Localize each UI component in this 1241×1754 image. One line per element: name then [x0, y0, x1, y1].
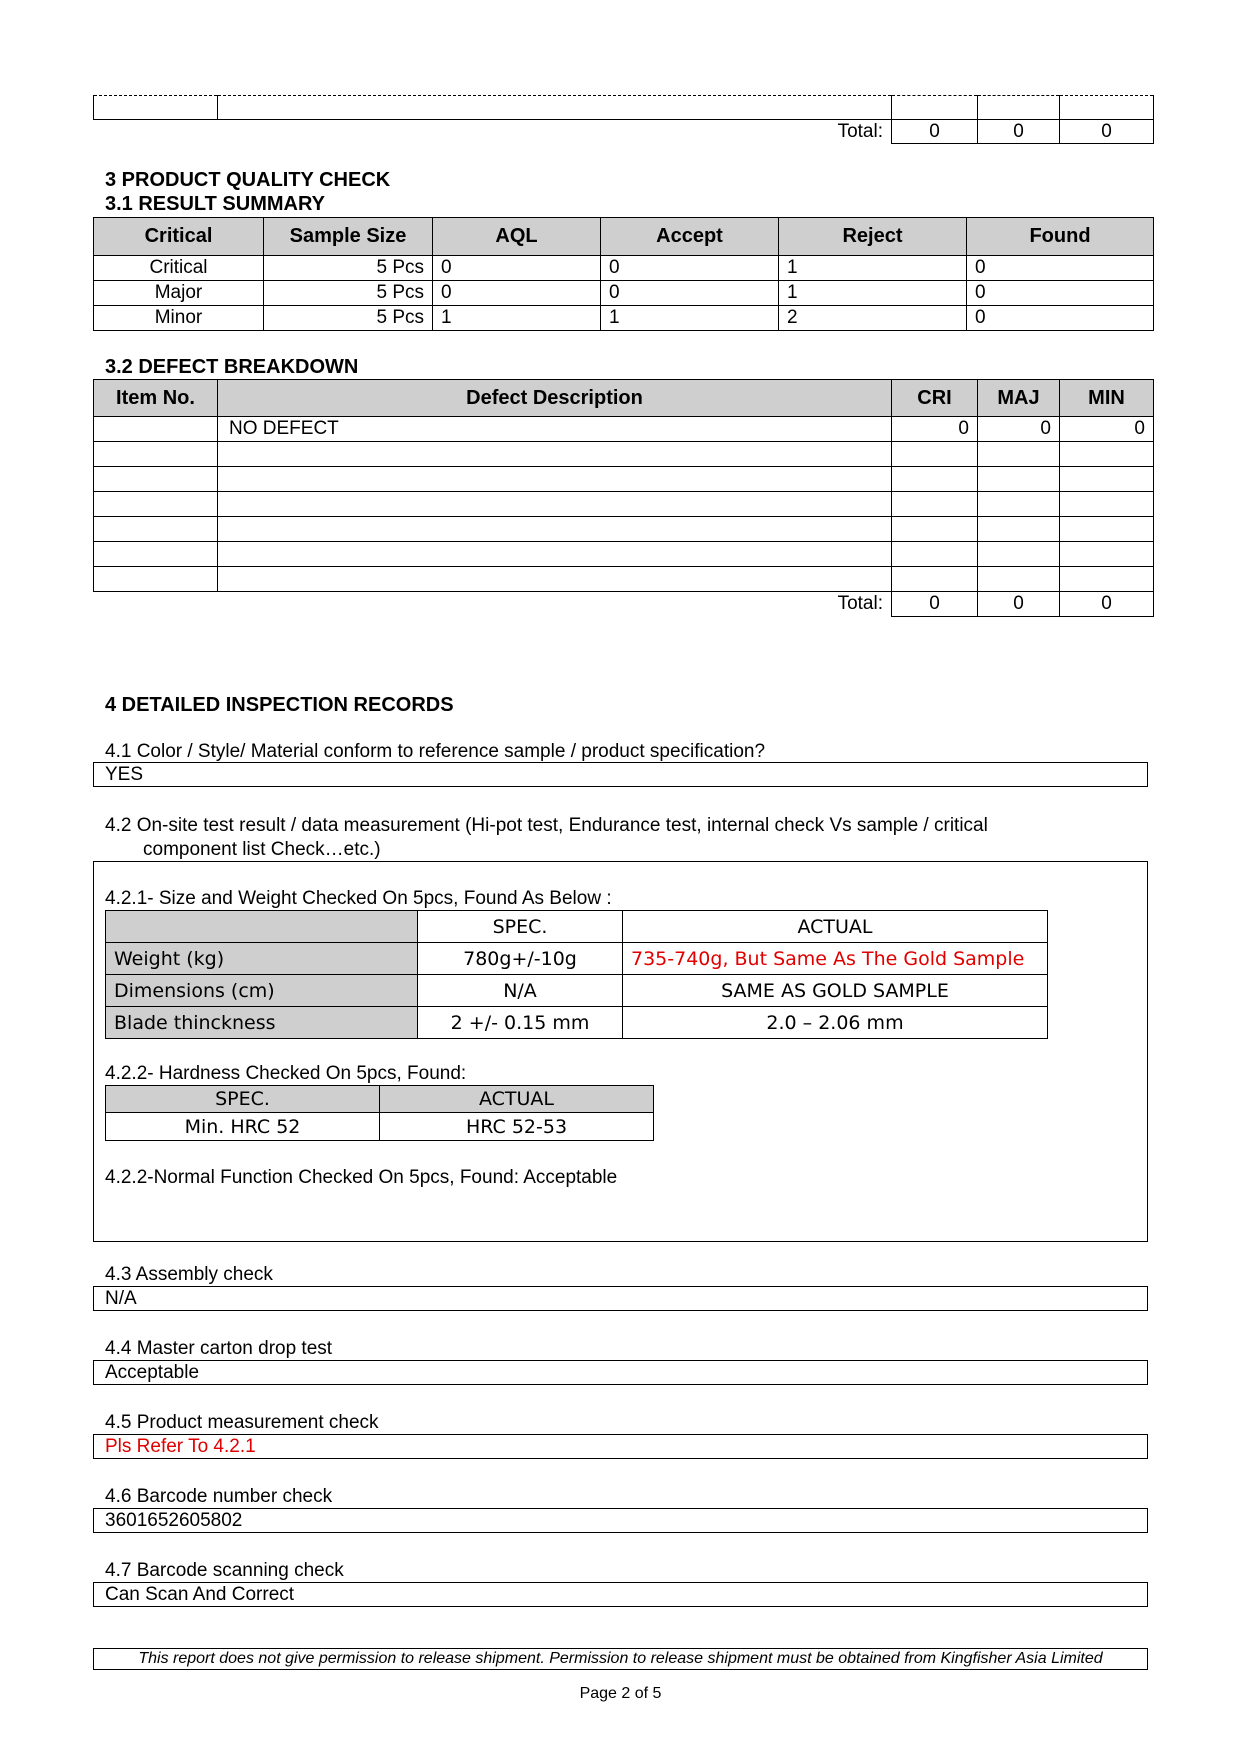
table-cell [892, 96, 978, 120]
table-row [106, 1007, 1048, 1039]
table-cell [1060, 96, 1154, 120]
subsection-4-2-2-normal-function: 4.2.2-Normal Function Checked On 5pcs, Found: Acceptable [105, 1167, 618, 1188]
col-header-found: Found [967, 218, 1154, 256]
total-cri: 0 [892, 592, 978, 617]
table-cell: 1 [433, 306, 601, 331]
table-cell: 1 [779, 281, 967, 306]
total-cri: 0 [892, 120, 978, 144]
answer-4-3: N/A [93, 1286, 1148, 1311]
subsection-4-2-2-title: 4.2.2- Hardness Checked On 5pcs, Found: [105, 1063, 467, 1084]
answer-4-2-box [93, 861, 1148, 1242]
table-cell: 0 [433, 281, 601, 306]
table-row [94, 517, 1154, 542]
section-4-title: 4 DETAILED INSPECTION RECORDS [105, 694, 454, 716]
footer-disclaimer: This report does not give permission to release shipment. Permission to release shipment must be obtained from Kingfisher Asia Limited [93, 1648, 1148, 1670]
table-row [94, 542, 1154, 567]
answer-4-7: Can Scan And Correct [93, 1582, 1148, 1607]
table-cell: Major [94, 281, 264, 306]
table-cell: 0 [601, 256, 779, 281]
table-cell: 1 [601, 306, 779, 331]
answer-4-1: YES [93, 762, 1148, 787]
col-header-actual: ACTUAL [623, 911, 1048, 943]
row-label: Weight (kg) [106, 943, 418, 975]
table-row [94, 306, 1154, 331]
table-cell: 735-740g, But Same As The Gold Sample [623, 943, 1048, 975]
table-cell: 0 [433, 256, 601, 281]
table-cell: 5 Pcs [264, 281, 433, 306]
table-cell: 0 [967, 256, 1154, 281]
table-cell: 2.0 – 2.06 mm [623, 1007, 1048, 1039]
table-cell: 2 +/- 0.15 mm [418, 1007, 623, 1039]
size-weight-table [105, 910, 1048, 1039]
col-header-item-no: Item No. [94, 380, 218, 417]
total-min: 0 [1060, 592, 1154, 617]
table-cell: 5 Pcs [264, 256, 433, 281]
question-4-3: 4.3 Assembly check [105, 1264, 273, 1285]
table-cell: NO DEFECT [218, 417, 892, 442]
table-cell: N/A [418, 975, 623, 1007]
table-cell: Min. HRC 52 [106, 1113, 380, 1141]
answer-4-6: 3601652605802 [93, 1508, 1148, 1533]
row-label: Blade thinckness [106, 1007, 418, 1039]
table-row [94, 492, 1154, 517]
question-4-6: 4.6 Barcode number check [105, 1486, 333, 1507]
col-header-sample-size: Sample Size [264, 218, 433, 256]
question-4-5: 4.5 Product measurement check [105, 1412, 379, 1433]
table-row [94, 256, 1154, 281]
table-row [106, 943, 1048, 975]
table-cell: 1 [779, 256, 967, 281]
col-header-reject: Reject [779, 218, 967, 256]
table-cell: 5 Pcs [264, 306, 433, 331]
section-3-title: 3 PRODUCT QUALITY CHECK [105, 169, 391, 191]
table-row [106, 975, 1048, 1007]
col-header-critical: Critical [94, 218, 264, 256]
table-cell: Minor [94, 306, 264, 331]
row-label: Dimensions (cm) [106, 975, 418, 1007]
table-cell: HRC 52-53 [380, 1113, 654, 1141]
table-cell: 0 [967, 306, 1154, 331]
table-row [94, 442, 1154, 467]
table-row [94, 281, 1154, 306]
col-header-spec: SPEC. [106, 1086, 380, 1113]
defect-breakdown-table [93, 379, 1154, 617]
top-defect-table-tail [93, 95, 1154, 144]
table-row [106, 1113, 654, 1141]
section-3-1-title: 3.1 RESULT SUMMARY [105, 193, 326, 215]
hardness-table [105, 1085, 654, 1141]
table-cell [218, 96, 892, 120]
table-cell: 0 [1060, 417, 1154, 442]
table-cell: 0 [978, 417, 1060, 442]
table-row [94, 567, 1154, 592]
col-header-accept: Accept [601, 218, 779, 256]
col-header-actual: ACTUAL [380, 1086, 654, 1113]
table-cell [94, 96, 218, 120]
table-cell: 2 [779, 306, 967, 331]
table-cell: 0 [601, 281, 779, 306]
col-header-min: MIN [1060, 380, 1154, 417]
question-4-2-line1: 4.2 On-site test result / data measurement (Hi-pot test, Endurance test, internal check Vs sample / critical [105, 815, 988, 836]
answer-4-4: Acceptable [93, 1360, 1148, 1385]
col-header-cri: CRI [892, 380, 978, 417]
subsection-4-2-1-title: 4.2.1- Size and Weight Checked On 5pcs, Found As Below : [105, 888, 612, 909]
table-cell: 0 [967, 281, 1154, 306]
col-header-aql: AQL [433, 218, 601, 256]
result-summary-table [93, 217, 1154, 331]
question-4-7: 4.7 Barcode scanning check [105, 1560, 344, 1581]
total-min: 0 [1060, 120, 1154, 144]
table-row [94, 467, 1154, 492]
section-3-2-title: 3.2 DEFECT BREAKDOWN [105, 356, 359, 378]
col-header-defect-description: Defect Description [218, 380, 892, 417]
col-header-blank [106, 911, 418, 943]
question-4-1: 4.1 Color / Style/ Material conform to reference sample / product specification? [105, 741, 766, 762]
table-cell [978, 96, 1060, 120]
table-row [94, 417, 1154, 442]
question-4-4: 4.4 Master carton drop test [105, 1338, 333, 1359]
table-cell: 780g+/-10g [418, 943, 623, 975]
col-header-spec: SPEC. [418, 911, 623, 943]
question-4-2-line2: component list Check…etc.) [143, 839, 381, 860]
total-maj: 0 [978, 120, 1060, 144]
table-cell: 0 [892, 417, 978, 442]
total-label: Total: [94, 592, 892, 617]
page-number: Page 2 of 5 [579, 1685, 662, 1702]
table-cell: Critical [94, 256, 264, 281]
answer-4-5: Pls Refer To 4.2.1 [93, 1434, 1148, 1459]
total-label: Total: [94, 120, 892, 144]
table-cell [94, 417, 218, 442]
col-header-maj: MAJ [978, 380, 1060, 417]
table-cell: SAME AS GOLD SAMPLE [623, 975, 1048, 1007]
total-maj: 0 [978, 592, 1060, 617]
